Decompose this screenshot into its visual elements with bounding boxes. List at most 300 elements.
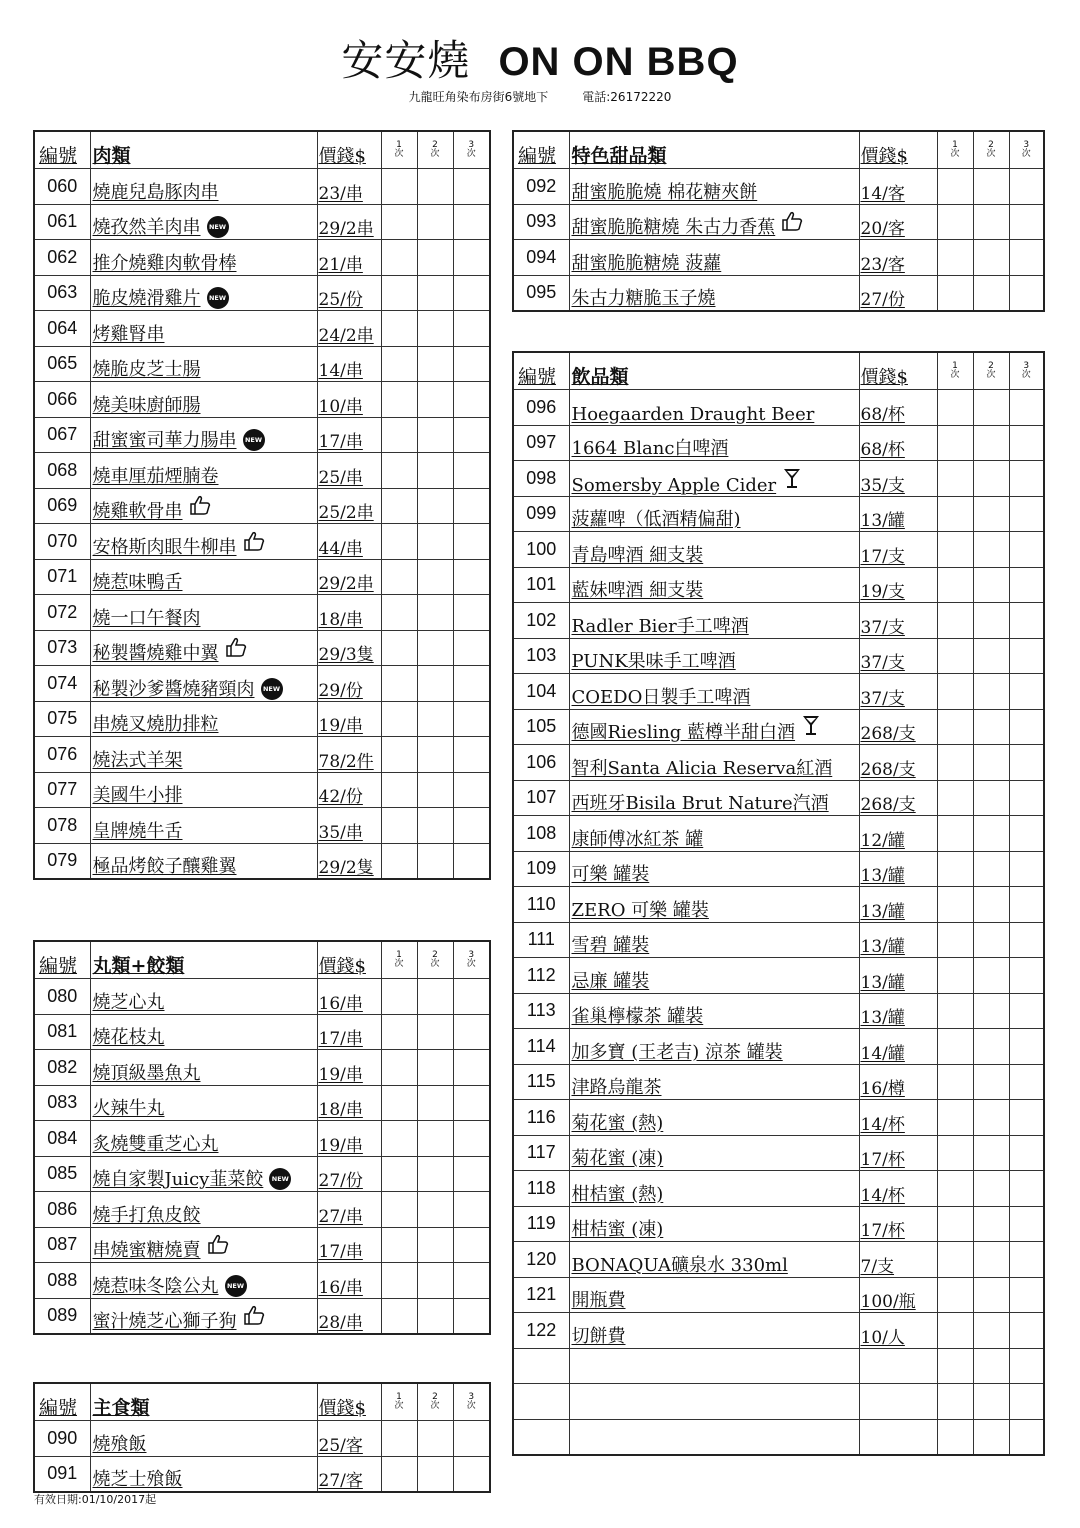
order-round-3-cell[interactable] bbox=[453, 204, 490, 240]
item-code: 088 bbox=[34, 1263, 90, 1299]
item-price: 268/支 bbox=[859, 745, 937, 781]
order-round-3-cell[interactable] bbox=[1009, 390, 1044, 426]
order-round-2-cell[interactable] bbox=[973, 993, 1009, 1029]
order-round-2-cell[interactable] bbox=[973, 603, 1009, 639]
menu-item-row bbox=[34, 1192, 490, 1228]
item-name: BONAQUA礦泉水 330ml bbox=[571, 1254, 788, 1276]
menu-item-row bbox=[34, 169, 490, 205]
order-round-1-cell[interactable] bbox=[381, 1421, 417, 1457]
order-round-2-cell[interactable] bbox=[417, 524, 453, 560]
order-round-2-cell[interactable] bbox=[973, 240, 1009, 276]
order-round-3-cell[interactable] bbox=[453, 1050, 490, 1086]
order-round-2-cell[interactable] bbox=[973, 496, 1009, 532]
column-round3-header: 3 次 bbox=[453, 131, 490, 169]
menu-item-row bbox=[34, 275, 490, 311]
item-name-cell bbox=[90, 524, 317, 560]
order-round-1-cell[interactable] bbox=[381, 1050, 417, 1086]
order-round-3-cell[interactable] bbox=[1009, 204, 1044, 240]
order-round-3-cell[interactable] bbox=[453, 382, 490, 418]
empty-cell bbox=[937, 1419, 973, 1455]
order-round-1-cell[interactable] bbox=[381, 1192, 417, 1228]
menu-item-row bbox=[513, 958, 1044, 994]
column-round2-header: 2 次 bbox=[973, 131, 1009, 169]
order-round-2-cell[interactable] bbox=[417, 1263, 453, 1299]
order-round-3-cell[interactable] bbox=[1009, 275, 1044, 311]
order-round-1-cell[interactable] bbox=[937, 922, 973, 958]
order-round-2-cell[interactable] bbox=[417, 240, 453, 276]
order-round-1-cell[interactable] bbox=[381, 808, 417, 844]
menu-item-row bbox=[34, 204, 490, 240]
order-round-1-cell[interactable] bbox=[937, 1277, 973, 1313]
order-round-1-cell[interactable] bbox=[937, 1029, 973, 1065]
item-code: 122 bbox=[513, 1313, 569, 1349]
item-name-cell bbox=[569, 674, 859, 710]
order-round-2-cell[interactable] bbox=[973, 1206, 1009, 1242]
order-round-1-cell[interactable] bbox=[937, 709, 973, 745]
order-round-2-cell[interactable] bbox=[973, 1100, 1009, 1136]
order-round-2-cell[interactable] bbox=[973, 1029, 1009, 1065]
item-name-cell bbox=[90, 1192, 317, 1228]
order-round-3-cell[interactable] bbox=[1009, 1242, 1044, 1278]
order-round-2-cell[interactable] bbox=[417, 1456, 453, 1492]
item-name: 燒一口午餐肉 bbox=[92, 607, 201, 629]
order-round-3-cell[interactable] bbox=[453, 843, 490, 879]
order-round-3-cell[interactable] bbox=[1009, 709, 1044, 745]
new-badge-icon: NEW bbox=[225, 1275, 247, 1297]
order-round-2-cell[interactable] bbox=[973, 532, 1009, 568]
item-price: 29/2串 bbox=[317, 559, 381, 595]
new-badge-icon: NEW bbox=[269, 1168, 291, 1190]
order-round-1-cell[interactable] bbox=[937, 1313, 973, 1349]
order-round-3-cell[interactable] bbox=[1009, 674, 1044, 710]
order-round-1-cell[interactable] bbox=[381, 204, 417, 240]
item-code: 074 bbox=[34, 666, 90, 702]
menu-item-row bbox=[513, 816, 1044, 852]
drinks-table bbox=[512, 351, 1045, 1456]
order-round-2-cell[interactable] bbox=[417, 453, 453, 489]
order-round-2-cell[interactable] bbox=[973, 674, 1009, 710]
order-round-2-cell[interactable] bbox=[417, 417, 453, 453]
item-name: 柑桔蜜 (凍) bbox=[571, 1219, 664, 1240]
item-code: 103 bbox=[513, 638, 569, 674]
order-round-2-cell[interactable] bbox=[417, 1227, 453, 1263]
empty-cell bbox=[513, 1419, 569, 1455]
menu-item-row bbox=[34, 1085, 490, 1121]
thumbs-up-icon bbox=[189, 495, 211, 520]
menu-item-row bbox=[34, 1263, 490, 1299]
order-round-2-cell[interactable] bbox=[973, 390, 1009, 426]
empty-cell bbox=[569, 1419, 859, 1455]
order-round-3-cell[interactable] bbox=[1009, 1135, 1044, 1171]
order-round-1-cell[interactable] bbox=[381, 169, 417, 205]
order-round-1-cell[interactable] bbox=[381, 1156, 417, 1192]
order-round-2-cell[interactable] bbox=[973, 1277, 1009, 1313]
empty-cell bbox=[1009, 1384, 1044, 1420]
order-round-2-cell[interactable] bbox=[973, 1171, 1009, 1207]
menu-item-row bbox=[513, 567, 1044, 603]
order-round-3-cell[interactable] bbox=[1009, 745, 1044, 781]
order-round-3-cell[interactable] bbox=[453, 1227, 490, 1263]
item-price: 14/杯 bbox=[859, 1100, 937, 1136]
order-round-2-cell[interactable] bbox=[973, 1064, 1009, 1100]
item-code: 061 bbox=[34, 204, 90, 240]
order-round-1-cell[interactable] bbox=[937, 390, 973, 426]
order-round-3-cell[interactable] bbox=[1009, 496, 1044, 532]
order-round-2-cell[interactable] bbox=[417, 1121, 453, 1157]
order-round-1-cell[interactable] bbox=[381, 1014, 417, 1050]
order-round-1-cell[interactable] bbox=[381, 737, 417, 773]
order-round-2-cell[interactable] bbox=[417, 666, 453, 702]
order-round-3-cell[interactable] bbox=[1009, 240, 1044, 276]
menu-item-row bbox=[34, 346, 490, 382]
order-round-3-cell[interactable] bbox=[453, 311, 490, 347]
item-name-cell bbox=[90, 772, 317, 808]
drinks-header-row bbox=[513, 352, 1044, 390]
order-round-3-cell[interactable] bbox=[453, 1456, 490, 1492]
order-round-2-cell[interactable] bbox=[973, 851, 1009, 887]
item-price: 44/串 bbox=[317, 524, 381, 560]
order-round-2-cell[interactable] bbox=[417, 630, 453, 666]
order-round-3-cell[interactable] bbox=[1009, 1100, 1044, 1136]
item-price: 10/串 bbox=[317, 382, 381, 418]
column-price-header: 價錢$ bbox=[317, 131, 381, 169]
order-round-1-cell[interactable] bbox=[937, 1242, 973, 1278]
staple-table bbox=[33, 1382, 491, 1493]
order-round-2-cell[interactable] bbox=[417, 1050, 453, 1086]
order-round-1-cell[interactable] bbox=[381, 382, 417, 418]
item-name-cell bbox=[90, 808, 317, 844]
order-round-3-cell[interactable] bbox=[1009, 993, 1044, 1029]
empty-cell bbox=[859, 1419, 937, 1455]
order-round-1-cell[interactable] bbox=[381, 417, 417, 453]
order-round-1-cell[interactable] bbox=[937, 603, 973, 639]
order-round-1-cell[interactable] bbox=[381, 772, 417, 808]
order-round-3-cell[interactable] bbox=[1009, 425, 1044, 461]
item-name: 燒手打魚皮餃 bbox=[92, 1204, 201, 1226]
order-round-1-cell[interactable] bbox=[937, 240, 973, 276]
order-round-2-cell[interactable] bbox=[973, 816, 1009, 852]
order-round-3-cell[interactable] bbox=[1009, 638, 1044, 674]
item-code: 084 bbox=[34, 1121, 90, 1157]
order-round-3-cell[interactable] bbox=[453, 1121, 490, 1157]
order-round-1-cell[interactable] bbox=[381, 1085, 417, 1121]
item-name: 燒花枝丸 bbox=[92, 1027, 165, 1048]
order-round-1-cell[interactable] bbox=[937, 1064, 973, 1100]
order-round-3-cell[interactable] bbox=[453, 417, 490, 453]
item-name: 蜜汁燒芝心獅子狗 bbox=[92, 1311, 237, 1332]
order-round-2-cell[interactable] bbox=[973, 745, 1009, 781]
order-round-1-cell[interactable] bbox=[937, 887, 973, 923]
empty-cell bbox=[513, 1384, 569, 1420]
item-name: 安格斯肉眼牛柳串 bbox=[92, 536, 237, 558]
order-round-2-cell[interactable] bbox=[973, 425, 1009, 461]
order-round-1-cell[interactable] bbox=[937, 674, 973, 710]
order-round-3-cell[interactable] bbox=[453, 1421, 490, 1457]
order-round-3-cell[interactable] bbox=[453, 1014, 490, 1050]
order-round-1-cell[interactable] bbox=[937, 425, 973, 461]
order-round-1-cell[interactable] bbox=[381, 979, 417, 1015]
order-round-1-cell[interactable] bbox=[937, 567, 973, 603]
order-round-2-cell[interactable] bbox=[417, 843, 453, 879]
item-code: 067 bbox=[34, 417, 90, 453]
order-round-1-cell[interactable] bbox=[937, 638, 973, 674]
item-name-cell bbox=[569, 390, 859, 426]
item-code: 066 bbox=[34, 382, 90, 418]
order-round-1-cell[interactable] bbox=[937, 204, 973, 240]
item-name-cell bbox=[569, 816, 859, 852]
order-round-1-cell[interactable] bbox=[381, 701, 417, 737]
order-round-1-cell[interactable] bbox=[937, 1206, 973, 1242]
order-round-2-cell[interactable] bbox=[973, 1242, 1009, 1278]
item-name: 推介燒雞肉軟骨棒 bbox=[92, 252, 237, 274]
item-name-cell bbox=[569, 275, 859, 311]
order-round-2-cell[interactable] bbox=[417, 488, 453, 524]
order-round-1-cell[interactable] bbox=[381, 240, 417, 276]
order-round-3-cell[interactable] bbox=[453, 808, 490, 844]
empty-cell bbox=[859, 1348, 937, 1384]
item-name: 燒法式羊架 bbox=[92, 749, 183, 771]
order-round-3-cell[interactable] bbox=[453, 1192, 490, 1228]
order-round-2-cell[interactable] bbox=[417, 1156, 453, 1192]
item-name: 菊花蜜 (凍) bbox=[571, 1148, 664, 1169]
menu-item-row bbox=[513, 169, 1044, 205]
item-name-cell bbox=[569, 1029, 859, 1065]
item-name: 烤雞腎串 bbox=[92, 323, 165, 345]
order-round-3-cell[interactable] bbox=[1009, 816, 1044, 852]
thumbs-up-icon bbox=[243, 1305, 265, 1330]
order-round-1-cell[interactable] bbox=[937, 496, 973, 532]
order-round-3-cell[interactable] bbox=[453, 488, 490, 524]
order-round-2-cell[interactable] bbox=[973, 1313, 1009, 1349]
order-round-3-cell[interactable] bbox=[453, 701, 490, 737]
order-round-2-cell[interactable] bbox=[417, 737, 453, 773]
order-round-2-cell[interactable] bbox=[973, 1135, 1009, 1171]
order-round-3-cell[interactable] bbox=[453, 1263, 490, 1299]
order-round-3-cell[interactable] bbox=[1009, 958, 1044, 994]
order-round-3-cell[interactable] bbox=[453, 979, 490, 1015]
menu-item-row bbox=[34, 701, 490, 737]
item-name: 菊花蜜 (熱) bbox=[571, 1112, 664, 1134]
order-round-3-cell[interactable] bbox=[1009, 603, 1044, 639]
order-round-3-cell[interactable] bbox=[1009, 1313, 1044, 1349]
order-round-3-cell[interactable] bbox=[453, 524, 490, 560]
empty-cell bbox=[937, 1348, 973, 1384]
order-round-3-cell[interactable] bbox=[453, 666, 490, 702]
title-english: ON ON BBQ bbox=[498, 40, 739, 84]
order-round-1-cell[interactable] bbox=[937, 169, 973, 205]
order-round-3-cell[interactable] bbox=[1009, 780, 1044, 816]
order-round-1-cell[interactable] bbox=[937, 745, 973, 781]
order-round-1-cell[interactable] bbox=[381, 488, 417, 524]
order-round-2-cell[interactable] bbox=[973, 887, 1009, 923]
menu-item-row bbox=[513, 603, 1044, 639]
order-round-1-cell[interactable] bbox=[381, 346, 417, 382]
order-round-3-cell[interactable] bbox=[1009, 1206, 1044, 1242]
item-name-cell bbox=[569, 1100, 859, 1136]
order-round-1-cell[interactable] bbox=[937, 958, 973, 994]
order-round-2-cell[interactable] bbox=[973, 204, 1009, 240]
order-round-1-cell[interactable] bbox=[381, 275, 417, 311]
item-name-cell bbox=[90, 1421, 317, 1457]
item-price: 17/串 bbox=[317, 1014, 381, 1050]
order-round-2-cell[interactable] bbox=[417, 382, 453, 418]
order-round-1-cell[interactable] bbox=[937, 1135, 973, 1171]
order-round-3-cell[interactable] bbox=[453, 240, 490, 276]
order-round-3-cell[interactable] bbox=[453, 346, 490, 382]
valid-date: 有效日期:01/10/2017起 bbox=[34, 1493, 157, 1506]
item-name: 加多寶 (王老吉) 涼茶 罐裝 bbox=[571, 1041, 783, 1063]
item-name-cell bbox=[569, 567, 859, 603]
order-round-1-cell[interactable] bbox=[381, 1227, 417, 1263]
item-name: 串燒蜜糖燒賣 bbox=[92, 1240, 201, 1261]
item-name-cell bbox=[90, 979, 317, 1015]
item-name-cell bbox=[569, 1277, 859, 1313]
order-round-1-cell[interactable] bbox=[381, 630, 417, 666]
item-code: 102 bbox=[513, 603, 569, 639]
order-round-2-cell[interactable] bbox=[417, 1085, 453, 1121]
order-round-3-cell[interactable] bbox=[453, 275, 490, 311]
order-round-3-cell[interactable] bbox=[453, 169, 490, 205]
order-round-2-cell[interactable] bbox=[973, 169, 1009, 205]
item-name-cell bbox=[90, 1014, 317, 1050]
order-round-3-cell[interactable] bbox=[1009, 922, 1044, 958]
order-round-1-cell[interactable] bbox=[937, 275, 973, 311]
order-round-1-cell[interactable] bbox=[381, 453, 417, 489]
item-price: 23/串 bbox=[317, 169, 381, 205]
menu-item-row bbox=[513, 1135, 1044, 1171]
item-name: 開瓶費 bbox=[571, 1290, 626, 1311]
order-round-3-cell[interactable] bbox=[453, 595, 490, 631]
order-round-3-cell[interactable] bbox=[453, 630, 490, 666]
order-round-3-cell[interactable] bbox=[453, 453, 490, 489]
item-name: 燒車厘茄煙腩卷 bbox=[92, 465, 219, 487]
item-price: 14/罐 bbox=[859, 1029, 937, 1065]
menu-item-row bbox=[513, 461, 1044, 497]
menu-item-row bbox=[513, 1206, 1044, 1242]
order-round-2-cell[interactable] bbox=[417, 169, 453, 205]
order-round-3-cell[interactable] bbox=[1009, 851, 1044, 887]
order-round-3-cell[interactable] bbox=[1009, 532, 1044, 568]
column-round2-header: 2 次 bbox=[973, 352, 1009, 390]
order-round-1-cell[interactable] bbox=[937, 1171, 973, 1207]
order-round-2-cell[interactable] bbox=[417, 1421, 453, 1457]
menu-item-row bbox=[34, 737, 490, 773]
item-name: 燒美味廚師腸 bbox=[92, 394, 201, 416]
order-round-2-cell[interactable] bbox=[973, 567, 1009, 603]
order-round-3-cell[interactable] bbox=[1009, 169, 1044, 205]
order-round-2-cell[interactable] bbox=[417, 1014, 453, 1050]
order-round-3-cell[interactable] bbox=[453, 737, 490, 773]
order-round-2-cell[interactable] bbox=[417, 701, 453, 737]
item-name-cell bbox=[569, 993, 859, 1029]
order-round-2-cell[interactable] bbox=[973, 958, 1009, 994]
order-round-3-cell[interactable] bbox=[1009, 1029, 1044, 1065]
order-round-2-cell[interactable] bbox=[417, 808, 453, 844]
order-round-2-cell[interactable] bbox=[417, 595, 453, 631]
order-round-1-cell[interactable] bbox=[381, 1263, 417, 1299]
order-round-2-cell[interactable] bbox=[973, 275, 1009, 311]
order-round-1-cell[interactable] bbox=[937, 851, 973, 887]
balls-table bbox=[33, 940, 491, 1335]
order-round-2-cell[interactable] bbox=[973, 709, 1009, 745]
item-code: 083 bbox=[34, 1085, 90, 1121]
category-title: 肉類 bbox=[90, 131, 317, 169]
order-round-1-cell[interactable] bbox=[937, 816, 973, 852]
order-round-3-cell[interactable] bbox=[1009, 1064, 1044, 1100]
order-round-3-cell[interactable] bbox=[453, 1085, 490, 1121]
dessert-header-row bbox=[513, 131, 1044, 169]
column-round3-header: 3 次 bbox=[453, 1383, 490, 1421]
order-round-2-cell[interactable] bbox=[973, 638, 1009, 674]
order-round-2-cell[interactable] bbox=[417, 979, 453, 1015]
order-round-1-cell[interactable] bbox=[381, 1298, 417, 1334]
order-round-1-cell[interactable] bbox=[937, 461, 973, 497]
menu-item-row bbox=[34, 843, 490, 879]
order-round-2-cell[interactable] bbox=[417, 311, 453, 347]
order-round-3-cell[interactable] bbox=[1009, 887, 1044, 923]
order-round-2-cell[interactable] bbox=[973, 461, 1009, 497]
order-round-3-cell[interactable] bbox=[1009, 1277, 1044, 1313]
order-round-3-cell[interactable] bbox=[1009, 567, 1044, 603]
order-round-2-cell[interactable] bbox=[417, 559, 453, 595]
item-code: 105 bbox=[513, 709, 569, 745]
order-round-1-cell[interactable] bbox=[937, 780, 973, 816]
order-round-2-cell[interactable] bbox=[417, 346, 453, 382]
order-round-1-cell[interactable] bbox=[381, 311, 417, 347]
order-round-1-cell[interactable] bbox=[381, 666, 417, 702]
thumbs-up-icon bbox=[781, 211, 803, 236]
order-round-1-cell[interactable] bbox=[381, 595, 417, 631]
item-price: 17/支 bbox=[859, 532, 937, 568]
order-round-3-cell[interactable] bbox=[453, 559, 490, 595]
item-price: 19/串 bbox=[317, 701, 381, 737]
order-round-2-cell[interactable] bbox=[417, 1192, 453, 1228]
order-round-1-cell[interactable] bbox=[381, 1456, 417, 1492]
order-round-1-cell[interactable] bbox=[937, 532, 973, 568]
order-round-1-cell[interactable] bbox=[381, 843, 417, 879]
order-round-2-cell[interactable] bbox=[417, 1298, 453, 1334]
order-round-2-cell[interactable] bbox=[417, 772, 453, 808]
item-name: 忌廉 罐裝 bbox=[571, 970, 650, 992]
item-name: 燒頂級墨魚丸 bbox=[92, 1062, 201, 1084]
item-name-cell bbox=[90, 701, 317, 737]
order-round-3-cell[interactable] bbox=[1009, 1171, 1044, 1207]
order-round-2-cell[interactable] bbox=[417, 204, 453, 240]
order-round-2-cell[interactable] bbox=[973, 922, 1009, 958]
column-code-header: 編號 bbox=[34, 1383, 90, 1421]
item-price: 25/2串 bbox=[317, 488, 381, 524]
order-round-1-cell[interactable] bbox=[381, 559, 417, 595]
order-round-2-cell[interactable] bbox=[417, 275, 453, 311]
menu-item-row bbox=[34, 240, 490, 276]
order-round-1-cell[interactable] bbox=[381, 524, 417, 560]
order-round-3-cell[interactable] bbox=[453, 772, 490, 808]
order-round-1-cell[interactable] bbox=[937, 1100, 973, 1136]
item-name-cell bbox=[569, 887, 859, 923]
item-name-cell bbox=[569, 745, 859, 781]
order-round-3-cell[interactable] bbox=[453, 1156, 490, 1192]
order-round-2-cell[interactable] bbox=[973, 780, 1009, 816]
menu-item-row bbox=[513, 851, 1044, 887]
order-round-1-cell[interactable] bbox=[381, 1121, 417, 1157]
order-round-3-cell[interactable] bbox=[1009, 461, 1044, 497]
item-name: 德國Riesling 藍樽半甜白酒 bbox=[571, 722, 796, 743]
wine-glass-icon bbox=[782, 467, 802, 494]
item-price: 14/杯 bbox=[859, 1171, 937, 1207]
order-round-1-cell[interactable] bbox=[937, 993, 973, 1029]
order-round-3-cell[interactable] bbox=[453, 1298, 490, 1334]
item-price: 21/串 bbox=[317, 240, 381, 276]
